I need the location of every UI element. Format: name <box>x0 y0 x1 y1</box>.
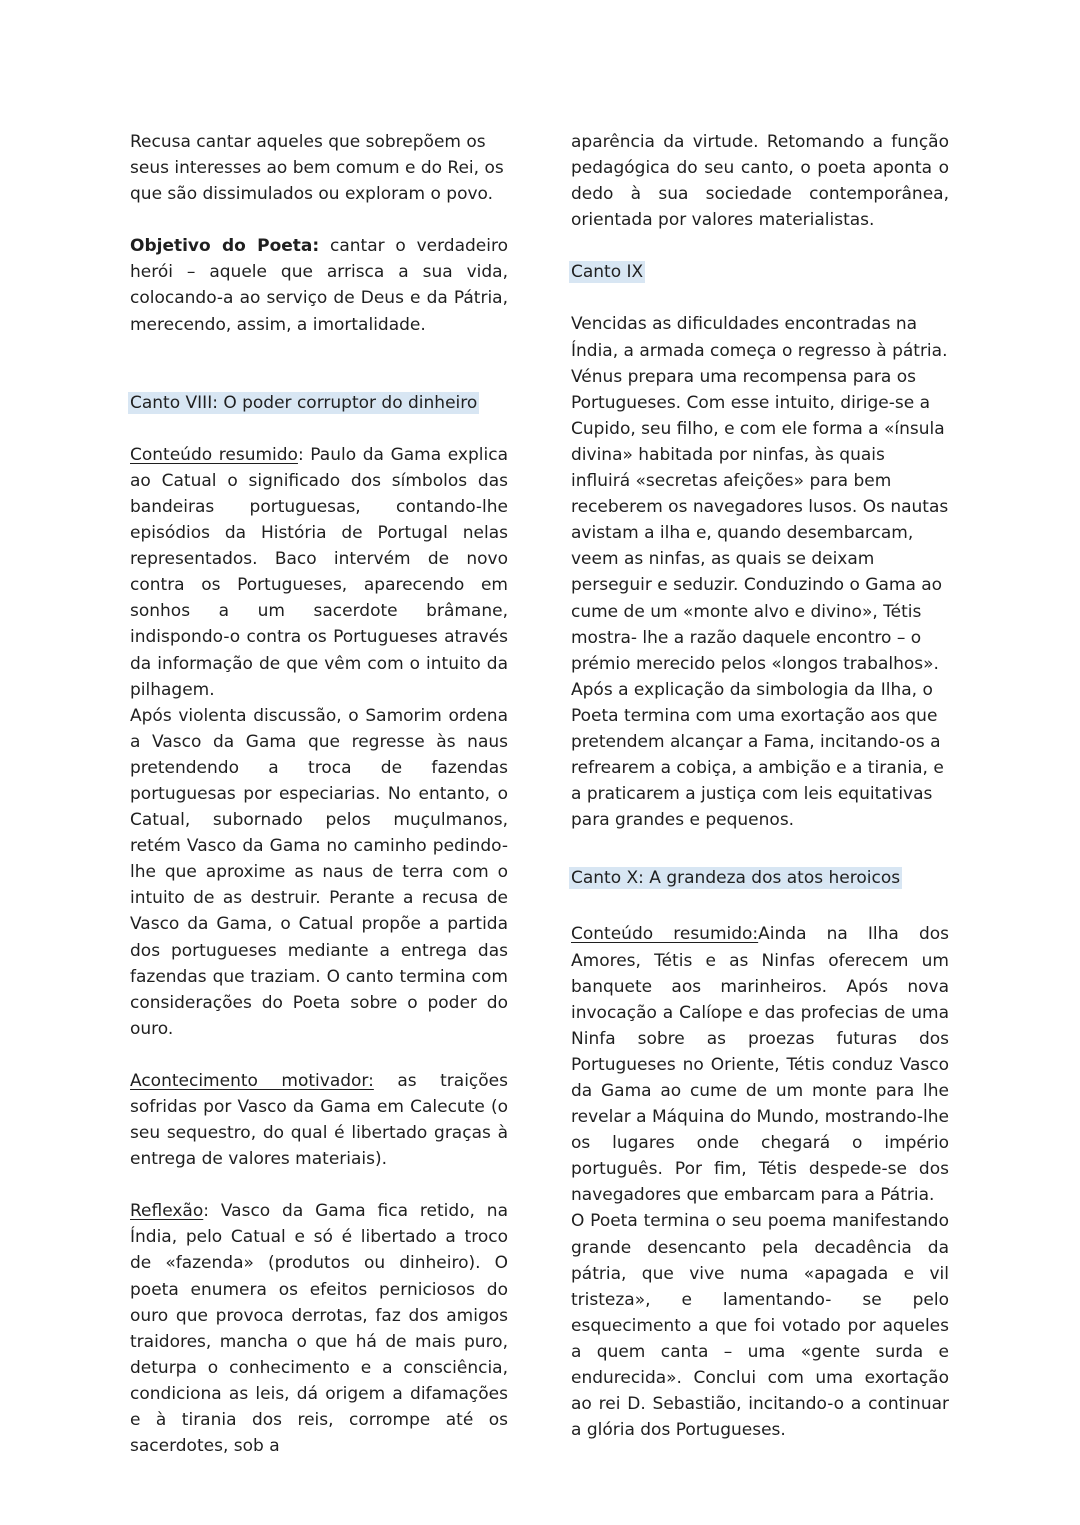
objetivo-label: Objetivo do Poeta: <box>130 236 320 257</box>
acontecimento-text: as traições sofridas por Vasco da Gama em Calecute (o seu sequestro, do qual é libertado graças à entrega de valores materiais). <box>130 1070 508 1170</box>
intro-paragraph: Recusa cantar aqueles que sobrepõem os seus interesses ao bem comum e do Rei, os que são dissimulados ou exploram o povo. <box>130 132 504 205</box>
canto8-heading-text: Canto VIII: O poder corruptor do dinheiro <box>130 392 478 413</box>
continuation-paragraph: aparência da virtude. Retomando a função pedagógica do seu canto, o poeta aponta o dedo à sua sociedade contemporânea, orientada por valores materialistas. <box>571 132 949 231</box>
canto8-conteudo-text: : Paulo da Gama explica ao Catual o significado dos símbolos das bandeiras portuguesas, contando-lhe episódios da História de Portugal nelas representados. Baco intervém de novo contra os Portugueses, aparecendo em sonhos a um sacerdote brâmane, indispondo-o contra os Portugueses através da informação de que vêm com o intuito da pilhagem. <box>130 444 508 700</box>
right-column <box>571 129 949 1443</box>
acontecimento-paragraph <box>130 1068 508 1172</box>
canto8-conteudo-paragraph <box>130 442 508 703</box>
reflexao-text: : Vasco da Gama fica retido, na Índia, pelo Catual e só é libertado a troco de «fazenda» (produtos ou dinheiro). O poeta enumera os efeitos perniciosos do ouro que provoca derrotas, faz dos amigos traidores, mancha o que há de mais puro, deturpa o conhecimento e a consciência, condiciona as leis, dá origem a difamações e à tirania dos reis, corrompe até os sacerdotes, sob a <box>130 1201 508 1457</box>
canto9-heading-text: Canto IX <box>571 262 644 283</box>
canto9-paragraph: Vencidas as dificuldades encontradas na Índia, a armada começa o regresso à pátria. Vénus prepara uma recompensa para os Portugueses. Com esse intuito, dirige-se a Cupido, seu filho, e com ele forma a «ínsula divina» habitada por ninfas, às quais influirá «secretas afeições» para bem receberem os navegadores lusos. Os nautas avistam a ilha e, quando desembarcam, veem as ninfas, as quais se deixam perseguir e seduzir. Conduzindo o Gama ao cume de um «monte alvo e divino», Tétis mostra- lhe a razão daquele encontro – o prémio merecido pelos «longos trabalhos». Após a explicação da simbologia da Ilha, o Poeta termina com uma exortação aos que pretendem alcançar a Fama, incitando-os a refrearem a cobiça, a ambição e a tirania, e a praticarem a justiça com leis equitativas para grandes e pequenos. <box>571 314 949 831</box>
left-column <box>130 129 508 1459</box>
canto10-heading-text: Canto X: A grandeza dos atos heroicos <box>571 868 901 889</box>
objetivo-paragraph <box>130 233 508 337</box>
canto10-heading <box>571 865 949 891</box>
acontecimento-label: Acontecimento motivador: <box>130 1070 374 1091</box>
objetivo-text: cantar o verdadeiro herói – aquele que arrisca a sua vida, colocando-a ao serviço de Deus e da Pátria, merecendo, assim, a imortalidade. <box>130 236 508 335</box>
canto10-conteudo-label: Conteúdo resumido: <box>571 924 759 945</box>
reflexao-label: Reflexão <box>130 1201 204 1222</box>
reflexao-paragraph <box>130 1198 508 1459</box>
canto10-conteudo-paragraph-2: O Poeta termina o seu poema manifestando grande desencanto pela decadência da pátria, que vive numa «apagada e vil tristeza», e lamentando- se pelo esquecimento a que foi votado por aqueles a quem canta – uma «gente surda e endurecida». Conclui com uma exortação ao rei D. Sebastião, incitando-o a continuar a glória dos Portugueses. <box>571 1211 949 1441</box>
canto8-heading <box>130 390 508 416</box>
canto8-conteudo-label: Conteúdo resumido <box>130 444 298 465</box>
canto8-conteudo-paragraph-2: Após violenta discussão, o Samorim ordena a Vasco da Gama que regresse às naus pretendendo a troca de fazendas portuguesas por especiarias. No entanto, o Catual, subornado pelos muçulmanos, retém Vasco da Gama no caminho pedindo-lhe que aproxime as naus de terra com o intuito de as destruir. Perante a recusa de Vasco da Gama, o Catual propõe a partida dos portugueses mediante a entrega das fazendas que traziam. O canto termina com considerações do Poeta sobre o poder do ouro. <box>130 705 508 1039</box>
canto10-conteudo-text: Ainda na Ilha dos Amores, Tétis e as Ninfas oferecem um banquete aos marinheiros. Após nova invocação a Calíope e das profecias de uma Ninfa sobre as proezas futuras dos Portugueses no Oriente, Tétis conduz Vasco da Gama ao cume de um monte para lhe revelar a Máquina do Mundo, mostrando-lhe os lugares onde chegará o império português. Por fim, Tétis despede-se dos navegadores que embarcam para a Pátria. <box>571 924 949 1206</box>
canto10-conteudo-paragraph <box>571 921 949 1208</box>
canto9-heading <box>571 259 949 285</box>
